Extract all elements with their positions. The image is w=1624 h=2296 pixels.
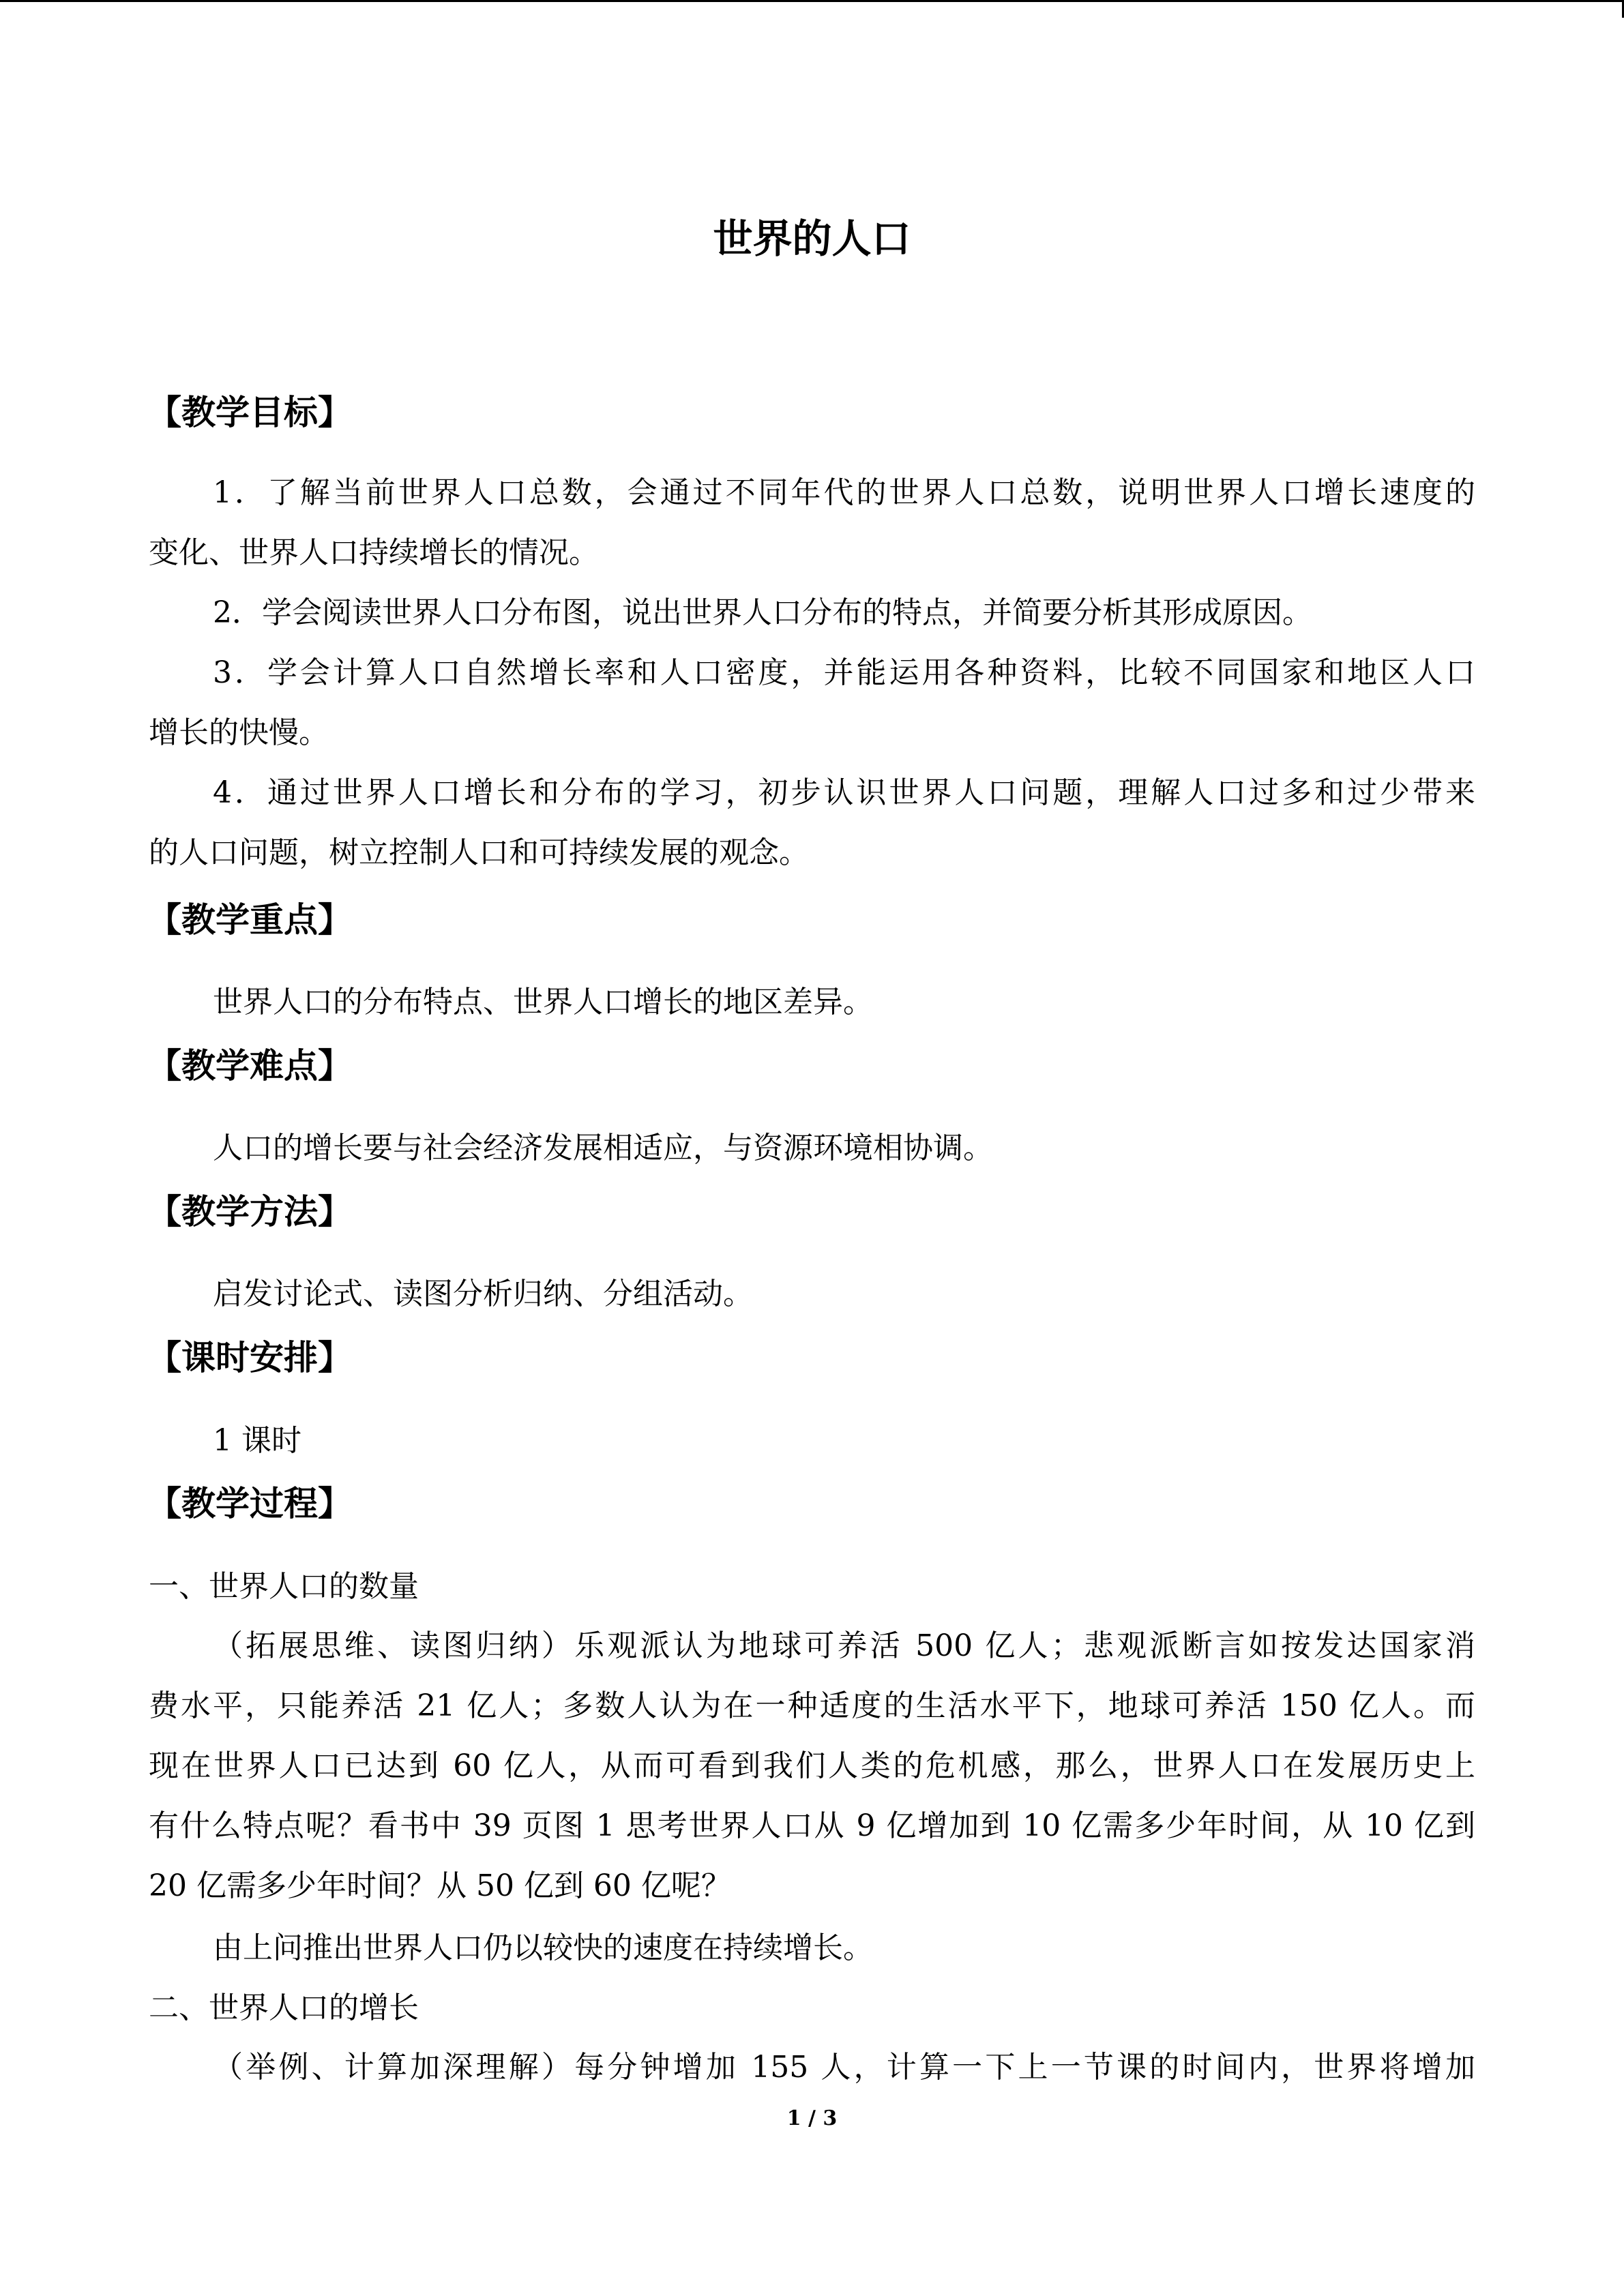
heading-schedule: 【课时安排】: [147, 1338, 352, 1377]
part1-line-3: 现在世界人口已达到 60 亿人，从而可看到我们人类的危机感，那么，世界人口在发展历史上: [149, 1748, 1475, 1783]
objective-2-line-1: 2．学会阅读世界人口分布图，说出世界人口分布的特点，并简要分析其形成原因。: [213, 595, 1312, 630]
heading-key-points: 【教学重点】: [147, 900, 352, 940]
part1-line-5: 20 亿需多少年时间？从 50 亿到 60 亿呢？: [149, 1868, 731, 1903]
heading-objectives: 【教学目标】: [147, 393, 352, 432]
top-border-line: [0, 0, 1624, 2]
page-title: 世界的人口: [713, 215, 911, 262]
difficulties-text: 人口的增长要与社会经济发展相适应，与资源环境相协调。: [213, 1131, 993, 1165]
page-number: 1 / 3: [786, 2106, 838, 2130]
heading-difficulties: 【教学难点】: [147, 1046, 352, 1086]
objective-4-line-1: 4．通过世界人口增长和分布的学习，初步认识世界人口问题，理解人口过多和过少带来: [213, 775, 1475, 810]
process-part1-paragraph: [149, 1616, 1475, 1916]
part1-line-1: （拓展思维、读图归纳）乐观派认为地球可养活 500 亿人；悲观派断言如按发达国家消: [213, 1628, 1475, 1663]
objective-3-line-2: 增长的快慢。: [149, 715, 329, 750]
methods-text: 启发讨论式、读图分析归纳、分组活动。: [213, 1277, 753, 1311]
objective-item-1: [149, 463, 1475, 583]
objective-item-3: [149, 643, 1475, 763]
process-part2-title: 二、世界人口的增长: [149, 1991, 419, 2025]
process-part1-title: 一、世界人口的数量: [149, 1569, 419, 1604]
objective-1-line-2: 变化、世界人口持续增长的情况。: [149, 535, 599, 570]
objective-3-line-1: 3．学会计算人口自然增长率和人口密度，并能运用各种资料，比较不同国家和地区人口: [213, 655, 1475, 690]
objective-item-2: [149, 583, 1475, 643]
part1-line-2: 费水平，只能养活 21 亿人；多数人认为在一种适度的生活水平下，地球可养活 150 亿人。而: [149, 1688, 1475, 1723]
objective-4-line-2: 的人口问题，树立控制人口和可持续发展的观念。: [149, 835, 809, 870]
key-points-text: 世界人口的分布特点、世界人口增长的地区差异。: [213, 985, 873, 1019]
process-part1-conclusion: 由上问推出世界人口仍以较快的速度在持续增长。: [213, 1930, 873, 1965]
process-part2-paragraph: [149, 2038, 1475, 2098]
objective-item-4: [149, 763, 1475, 883]
objective-1-line-1: 1．了解当前世界人口总数，会通过不同年代的世界人口总数，说明世界人口增长速度的: [213, 475, 1475, 510]
part2-line-1: （举例、计算加深理解）每分钟增加 155 人，计算一下上一节课的时间内，世界将增加: [213, 2050, 1475, 2085]
part1-line-4: 有什么特点呢？看书中 39 页图 1 思考世界人口从 9 亿增加到 10 亿需多少年时间，从 10 亿到: [149, 1808, 1475, 1843]
heading-methods: 【教学方法】: [147, 1192, 352, 1232]
schedule-text: 1 课时: [213, 1423, 301, 1458]
heading-process: 【教学过程】: [147, 1484, 352, 1523]
